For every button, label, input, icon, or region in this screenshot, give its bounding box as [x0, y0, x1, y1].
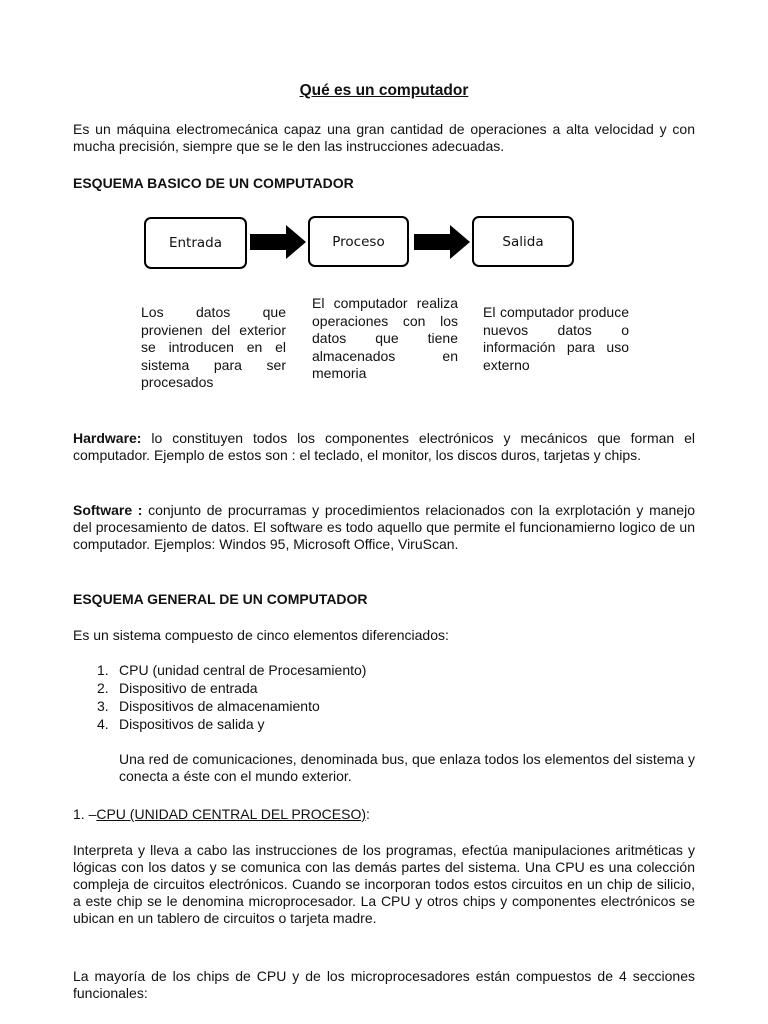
list-number: 3. — [97, 698, 109, 714]
proceso-label: Proceso — [332, 233, 385, 250]
software-text: conjunto de procurramas y procedimientos relacionados con la exrplotación y manejo del procesamiento de datos. El software es todo aquello que permite el funcionamierno logico de un computador. Ejemplos: Windos 95, Microsoft Office, ViruScan. — [73, 502, 695, 552]
salida-description: El computador produce nuevos datos o información para uso externo — [483, 304, 629, 373]
entrada-description: Los datos que provienen del exterior se introducen en el sistema para ser procesados — [141, 304, 286, 390]
entrada-label: Entrada — [168, 235, 223, 251]
bus-paragraph: Una red de comunicaciones, denominada bus, que enlaza todos los elementos del sistema y conecta a éste con el mundo exterior. — [119, 751, 695, 784]
arrow-right-icon — [414, 225, 472, 259]
list-number: 4. — [97, 716, 109, 732]
cpu-heading — [73, 806, 695, 823]
list-number: 2. — [97, 680, 109, 696]
salida-label: Salida — [502, 233, 544, 250]
list-item — [97, 715, 366, 733]
list-item — [97, 679, 366, 697]
arrow-right-icon — [250, 225, 308, 259]
proceso-box — [308, 216, 409, 267]
hardware-paragraph — [73, 430, 695, 464]
cpu-heading-suffix: : — [366, 806, 370, 822]
list-text: Dispositivo de entrada — [119, 680, 258, 696]
components-list — [97, 661, 366, 733]
list-item — [97, 661, 366, 679]
list-item — [97, 697, 366, 715]
list-number: 1. — [97, 662, 109, 678]
hardware-text: lo constituyen todos los componentes electrónicos y mecánicos que forman el computador. Ejemplo de estos son : el teclado, el monitor, los discos duros, tarjetas y chips. — [73, 430, 695, 463]
section-heading-basic: ESQUEMA BASICO DE UN COMPUTADOR — [73, 175, 354, 191]
section-heading-general: ESQUEMA GENERAL DE UN COMPUTADOR — [73, 591, 368, 607]
list-text: Dispositivos de almacenamiento — [119, 698, 320, 714]
software-paragraph — [73, 502, 695, 553]
sections-paragraph: La mayoría de los chips de CPU y de los microprocesadores están compuestos de 4 secciones funcionales: — [73, 968, 695, 1001]
hardware-term: Hardware: — [73, 430, 142, 446]
general-intro: Es un sistema compuesto de cinco elementos diferenciados: — [73, 627, 449, 643]
cpu-heading-prefix: 1. – — [73, 806, 97, 822]
proceso-description: El computador realiza operaciones con los datos que tiene almacenados en memoria — [312, 295, 458, 381]
cpu-paragraph: Interpreta y lleva a cabo las instrucciones de los programas, efectúa manipulaciones aritméticas y lógicas con los datos y se comunica con las demás partes del sistema. Una CPU es una colección compleja de circuitos electrónicos. Cuando se incorporan todos estos circuitos en un chip de silicio, a este chip se le denomina microprocesador. La CPU y otros chips y componentes electrónicos se ubican en un tablero de circuitos o tarjeta madre. — [73, 842, 695, 926]
entrada-box — [144, 217, 247, 269]
cpu-heading-text: CPU (UNIDAD CENTRAL DEL PROCESO) — [96, 806, 367, 822]
page-title: Qué es un computador — [299, 82, 469, 99]
intro-paragraph: Es un máquina electromecánica capaz una gran cantidad de operaciones a alta velocidad y con mucha precisión, siempre que se le den las instrucciones adecuadas. — [73, 121, 695, 154]
list-text: Dispositivos de salida y — [119, 716, 265, 732]
list-text: CPU (unidad central de Procesamiento) — [119, 662, 367, 678]
software-term: Software : — [73, 502, 143, 518]
salida-box — [472, 216, 574, 267]
